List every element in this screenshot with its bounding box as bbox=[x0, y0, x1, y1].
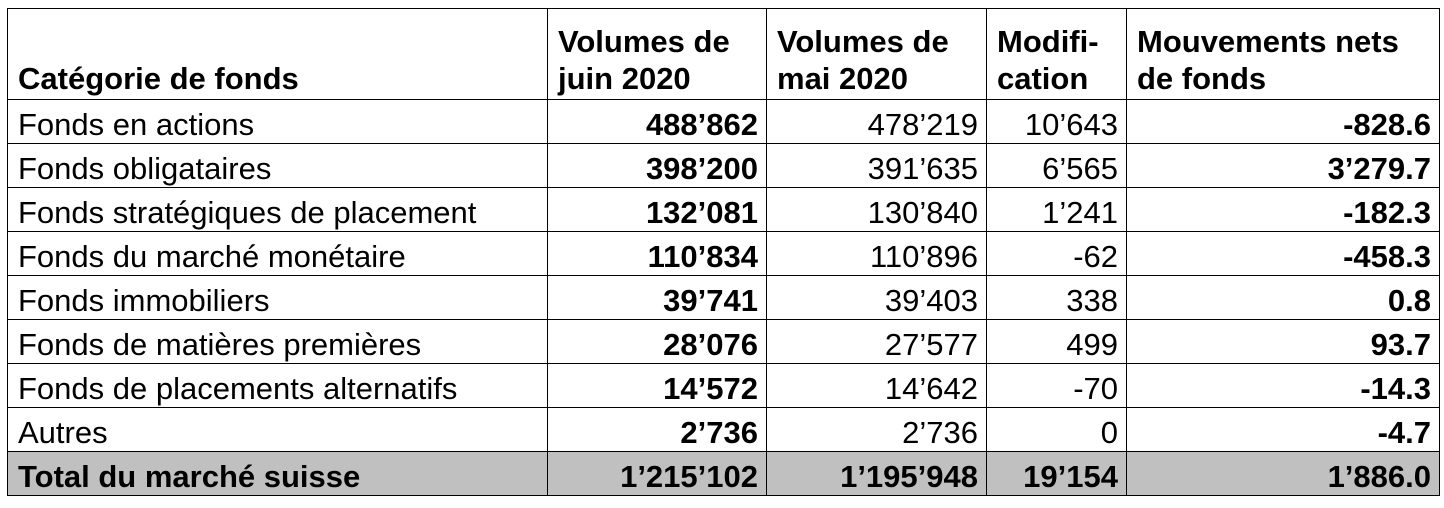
header-june-volumes: Volumes de juin 2020 bbox=[548, 9, 767, 100]
category-cell: Fonds immobiliers bbox=[8, 276, 548, 320]
change-cell: -70 bbox=[987, 364, 1127, 408]
june-volume-cell: 28’076 bbox=[548, 320, 767, 364]
header-category: Catégorie de fonds bbox=[8, 9, 548, 100]
net-flows-cell: 3’279.7 bbox=[1127, 144, 1440, 188]
category-cell: Fonds du marché monétaire bbox=[8, 232, 548, 276]
change-cell: 6’565 bbox=[987, 144, 1127, 188]
category-cell: Fonds en actions bbox=[8, 100, 548, 144]
change-cell: -62 bbox=[987, 232, 1127, 276]
table-row bbox=[8, 408, 1440, 452]
may-volume-cell: 14’642 bbox=[767, 364, 987, 408]
category-cell: Autres bbox=[8, 408, 548, 452]
change-cell: 338 bbox=[987, 276, 1127, 320]
category-cell: Fonds de placements alternatifs bbox=[8, 364, 548, 408]
net-flows-cell: -14.3 bbox=[1127, 364, 1440, 408]
may-volume-cell: 478’219 bbox=[767, 100, 987, 144]
table-row bbox=[8, 100, 1440, 144]
total-net-flows-cell: 1’886.0 bbox=[1127, 452, 1440, 496]
change-cell: 1’241 bbox=[987, 188, 1127, 232]
june-volume-cell: 488’862 bbox=[548, 100, 767, 144]
june-volume-cell: 110’834 bbox=[548, 232, 767, 276]
header-may-volumes: Volumes de mai 2020 bbox=[767, 9, 987, 100]
june-volume-cell: 2’736 bbox=[548, 408, 767, 452]
may-volume-cell: 27’577 bbox=[767, 320, 987, 364]
june-volume-cell: 132’081 bbox=[548, 188, 767, 232]
net-flows-cell: -182.3 bbox=[1127, 188, 1440, 232]
header-net-flows: Mouvements nets de fonds bbox=[1127, 9, 1440, 100]
table-row bbox=[8, 364, 1440, 408]
june-volume-cell: 14’572 bbox=[548, 364, 767, 408]
change-cell: 10’643 bbox=[987, 100, 1127, 144]
total-june-volume-cell: 1’215’102 bbox=[548, 452, 767, 496]
table-row bbox=[8, 188, 1440, 232]
total-change-cell: 19’154 bbox=[987, 452, 1127, 496]
total-row bbox=[8, 452, 1440, 496]
table-row bbox=[8, 144, 1440, 188]
may-volume-cell: 110’896 bbox=[767, 232, 987, 276]
total-may-volume-cell: 1’195’948 bbox=[767, 452, 987, 496]
june-volume-cell: 39’741 bbox=[548, 276, 767, 320]
category-cell: Fonds de matières premières bbox=[8, 320, 548, 364]
table-row bbox=[8, 276, 1440, 320]
header-row bbox=[8, 9, 1440, 100]
net-flows-cell: -828.6 bbox=[1127, 100, 1440, 144]
change-cell: 499 bbox=[987, 320, 1127, 364]
net-flows-cell: -4.7 bbox=[1127, 408, 1440, 452]
may-volume-cell: 39’403 bbox=[767, 276, 987, 320]
table-row bbox=[8, 232, 1440, 276]
net-flows-cell: 0.8 bbox=[1127, 276, 1440, 320]
category-cell: Fonds obligataires bbox=[8, 144, 548, 188]
june-volume-cell: 398’200 bbox=[548, 144, 767, 188]
total-category-cell: Total du marché suisse bbox=[8, 452, 548, 496]
header-change: Modifi-cation bbox=[987, 9, 1127, 100]
fund-volumes-table bbox=[7, 8, 1440, 496]
may-volume-cell: 391’635 bbox=[767, 144, 987, 188]
may-volume-cell: 130’840 bbox=[767, 188, 987, 232]
category-cell: Fonds stratégiques de placement bbox=[8, 188, 548, 232]
net-flows-cell: -458.3 bbox=[1127, 232, 1440, 276]
table-row bbox=[8, 320, 1440, 364]
net-flows-cell: 93.7 bbox=[1127, 320, 1440, 364]
change-cell: 0 bbox=[987, 408, 1127, 452]
may-volume-cell: 2’736 bbox=[767, 408, 987, 452]
